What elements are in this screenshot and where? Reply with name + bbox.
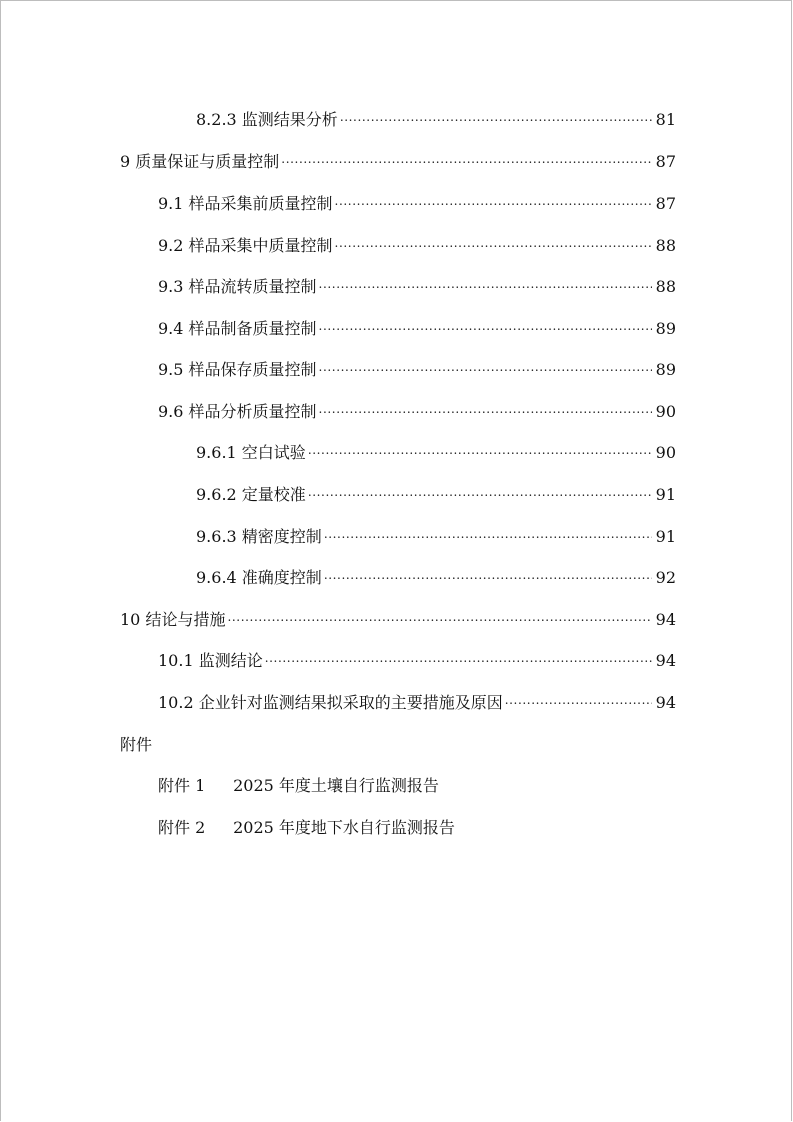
- toc-entry-label: 9.4 样品制备质量控制: [158, 319, 317, 338]
- toc-entry-page: 88: [655, 236, 676, 255]
- toc-entry-label: 9.6.2 定量校准: [196, 485, 306, 504]
- toc-leader-dots: [324, 567, 652, 589]
- toc-leader-dots: [324, 526, 652, 548]
- toc-leader-dots: [340, 109, 652, 131]
- toc-entry-label: 9.6.4 准确度控制: [196, 568, 322, 587]
- toc-entry-page: 81: [655, 110, 676, 129]
- toc-entry-label: 9.1 样品采集前质量控制: [158, 194, 333, 213]
- appendix-item-number: 附件 1: [158, 776, 206, 795]
- toc-entry[interactable]: [196, 563, 676, 589]
- toc-entry-page: 87: [655, 152, 676, 171]
- toc-entry-page: 89: [655, 360, 676, 379]
- toc-entry-label: 9.2 样品采集中质量控制: [158, 236, 333, 255]
- toc-leader-dots: [319, 359, 652, 381]
- toc-entry-page: 91: [655, 485, 676, 504]
- toc-entry-page: 94: [655, 610, 676, 629]
- toc-leader-dots: [319, 276, 652, 298]
- toc-entry-label: 9 质量保证与质量控制: [120, 152, 280, 171]
- toc-entry[interactable]: [196, 438, 676, 464]
- toc-entry[interactable]: [158, 646, 676, 672]
- toc-entry[interactable]: [158, 355, 676, 381]
- appendix-item-number: 附件 2: [158, 818, 206, 837]
- toc-entry-label: 8.2.3 监测结果分析: [196, 110, 338, 129]
- toc-entry-label: 9.6 样品分析质量控制: [158, 402, 317, 421]
- toc-entry[interactable]: [158, 189, 676, 215]
- toc-entry[interactable]: [196, 522, 676, 548]
- toc-entry-page: 90: [655, 443, 676, 462]
- toc-leader-dots: [335, 235, 652, 257]
- toc-entry[interactable]: [158, 231, 676, 257]
- toc-entry-page: 87: [655, 194, 676, 213]
- toc-leader-dots: [335, 193, 652, 215]
- toc-entry-label: 10.1 监测结论: [158, 651, 263, 670]
- toc-leader-dots: [308, 484, 652, 506]
- toc-leader-dots: [265, 650, 652, 672]
- toc-entry-label: 9.6.3 精密度控制: [196, 527, 322, 546]
- toc-entry[interactable]: [196, 105, 676, 131]
- toc-entry[interactable]: [158, 272, 676, 298]
- toc-leader-dots: [319, 401, 652, 423]
- toc-entry-label: 9.6.1 空白试验: [196, 443, 306, 462]
- toc-entry[interactable]: [158, 688, 676, 714]
- appendix-item[interactable]: [158, 775, 439, 797]
- toc-entry-page: 94: [655, 651, 676, 670]
- toc-entry-label: 9.5 样品保存质量控制: [158, 360, 317, 379]
- toc-entry-label: 9.3 样品流转质量控制: [158, 277, 317, 296]
- toc-entry-page: 88: [655, 277, 676, 296]
- toc-leader-dots: [281, 151, 652, 173]
- toc-entry-label: 10.2 企业针对监测结果拟采取的主要措施及原因: [158, 693, 503, 712]
- appendix-item-title: 2025 年度地下水自行监测报告: [233, 818, 455, 837]
- appendix-item-title: 2025 年度土壤自行监测报告: [233, 776, 439, 795]
- appendix-heading: 附件: [120, 735, 153, 754]
- toc-entry-page: 90: [655, 402, 676, 421]
- toc-leader-dots: [308, 442, 652, 464]
- toc-leader-dots: [227, 609, 652, 631]
- toc-entry-page: 92: [655, 568, 676, 587]
- toc-leader-dots: [319, 318, 652, 340]
- toc-entry[interactable]: [158, 397, 676, 423]
- toc-entry-label: 10 结论与措施: [120, 610, 226, 629]
- toc-entry[interactable]: [158, 314, 676, 340]
- appendix-item[interactable]: [158, 817, 455, 839]
- toc-entry[interactable]: [196, 480, 676, 506]
- toc-leader-dots: [505, 692, 652, 714]
- toc-entry-page: 89: [655, 319, 676, 338]
- toc-entry[interactable]: [120, 147, 676, 173]
- toc-entry-page: 91: [655, 527, 676, 546]
- toc-entry[interactable]: [120, 605, 676, 631]
- toc-entry-page: 94: [655, 693, 676, 712]
